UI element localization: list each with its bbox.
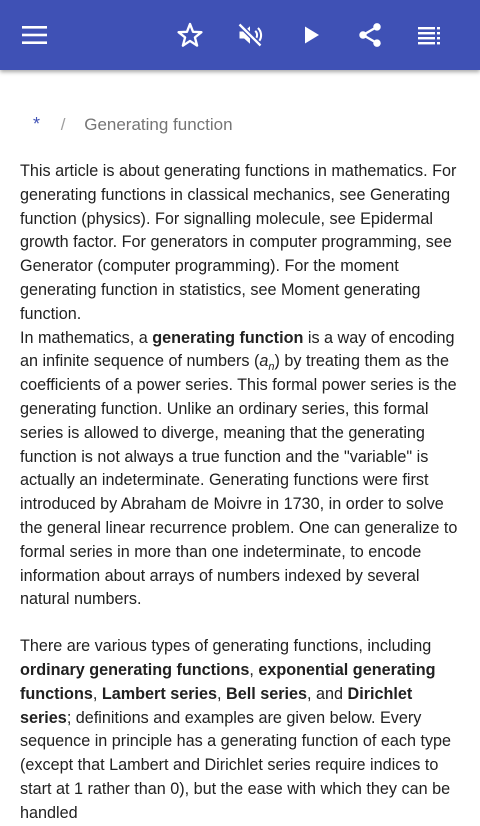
term-exponential: exponential generating functions — [20, 660, 436, 703]
breadcrumb — [33, 113, 233, 136]
app-toolbar — [0, 0, 480, 70]
intro-text-a: In mathematics, a — [20, 328, 153, 347]
star-icon — [176, 21, 204, 49]
mute-button[interactable] — [226, 11, 274, 59]
breadcrumb-current: Generating function — [84, 115, 233, 134]
favorite-button[interactable] — [166, 11, 214, 59]
types-sep-4: , and — [307, 684, 348, 703]
sequence-variable: a — [259, 352, 269, 371]
sequence-index: n — [268, 361, 275, 374]
intro-term: generating function — [152, 328, 304, 347]
article-body — [20, 160, 462, 826]
intro-text-c: ) by treating them as the coefficients of a power series. This formal power series is the generating function. Unlike an ordinary series, this formal series is allowed to diverge, meaning that the generating function is not always a true function and the "variable" is actually an indeterminate. Generating functions were first introduced by Abraham de Moivre in 1730, in order to solve the general linear recurrence problem. One can generalize to formal series in more than one indeterminate, to encode information about arrays of numbers indexed by several natural numbers. — [20, 352, 458, 609]
volume-off-icon — [236, 21, 264, 49]
intro-paragraph — [20, 327, 462, 613]
term-dirichlet: Dirichlet series — [20, 684, 413, 727]
contents-button[interactable] — [406, 11, 454, 59]
breadcrumb-separator: / — [60, 115, 66, 134]
playlist-icon — [417, 24, 443, 46]
play-button[interactable] — [287, 11, 335, 59]
types-text-a: There are various types of generating functions, including — [20, 637, 432, 656]
share-icon — [356, 21, 384, 49]
types-sep-1: , — [249, 660, 259, 679]
term-ordinary: ordinary generating functions — [20, 660, 250, 679]
intro-text-b: is a way of encoding an infinite sequence of numbers ( — [20, 328, 455, 371]
menu-icon — [22, 25, 48, 45]
breadcrumb-home-link[interactable]: * — [33, 114, 41, 134]
term-lambert: Lambert series — [101, 684, 218, 703]
share-button[interactable] — [346, 11, 394, 59]
types-text-c: ; definitions and examples are given below. Every sequence in principle has a generating function of each type (except that Lambert and Dirichlet series require indices to start at 1 rather than 0), but the ease with which they can be handled — [20, 708, 452, 822]
types-sep-3: , — [217, 684, 227, 703]
hatnote: This article is about generating functions in mathematics. For generating functions in classical mechanics, see Generating function (physics). For signalling molecule, see Epidermal growth factor. For generators in computer programming, see Generator (computer programming). For the moment generating function in statistics, see Moment generating function. — [20, 162, 457, 323]
menu-button[interactable] — [11, 11, 59, 59]
play-icon — [300, 24, 322, 46]
types-paragraph — [20, 635, 462, 825]
types-sep-2: , — [92, 684, 102, 703]
term-bell: Bell series — [226, 684, 308, 703]
